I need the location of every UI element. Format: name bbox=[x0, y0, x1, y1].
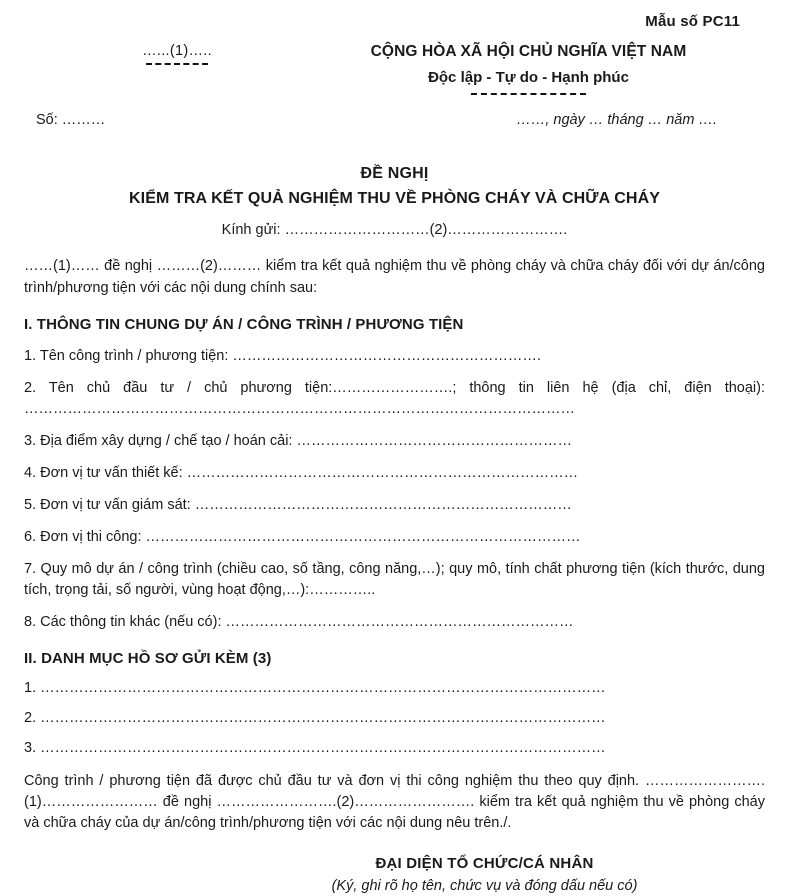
national-heading-block bbox=[324, 42, 765, 95]
section-one-item-8: 8. Các thông tin khác (nếu có): ……………………………………………………………… bbox=[24, 613, 574, 630]
nation-name: CỘNG HÒA XÃ HỘI CHỦ NGHĨA VIỆT NAM bbox=[370, 43, 687, 60]
intro-paragraph: ……(1)…… đề nghị ………(2)……… kiểm tra kết quả nghiệm thu về phòng cháy và chữa cháy đối với dự án/công trình/phương tiện với các nội dung chính sau: bbox=[24, 258, 765, 296]
section-two-item-2: 2. ……………………………………………………………………………………………………… bbox=[24, 710, 606, 727]
closing-paragraph: Công trình / phương tiện đã được chủ đầu tư và đơn vị thi công nghiệm thu theo quy định. …………………….(1)…………………… đề nghị …………………….(2)……………………. kiểm tra kết quả nghiệm thu về phòng cháy và chữa cháy của dự án/công trình/phương tiện với các nội dung nêu trên./. bbox=[24, 773, 765, 832]
section-one-item-2: 2. Tên chủ đầu tư / chủ phương tiện:…………………….; thông tin liên hệ (địa chỉ, điện thoại): …………………………………………………………………………………………………… bbox=[24, 379, 765, 417]
issuing-org-underline bbox=[146, 63, 208, 65]
form-code-row bbox=[24, 0, 765, 34]
section-one-item-3: 3. Địa điểm xây dựng / chế tạo / hoán cải: ………………………………………………… bbox=[24, 432, 572, 449]
motto-underline bbox=[471, 93, 586, 95]
section-one-item-4: 4. Đơn vị tư vấn thiết kế: ……………………………………………………………………… bbox=[24, 464, 579, 481]
section-two-item-1: 1. ……………………………………………………………………………………………………… bbox=[24, 680, 606, 697]
document-date: ……, ngày … tháng … năm …. bbox=[516, 112, 717, 129]
reference-and-date-row bbox=[24, 111, 765, 131]
national-motto: Độc lập - Tự do - Hạnh phúc bbox=[428, 68, 629, 86]
section-one-heading: I. THÔNG TIN CHUNG DỰ ÁN / CÔNG TRÌNH / PHƯƠNG TIỆN bbox=[24, 315, 464, 333]
document-subtitle: KIỂM TRA KẾT QUẢ NGHIỆM THU VỀ PHÒNG CHÁY VÀ CHỮA CHÁY bbox=[129, 190, 660, 208]
signature-note: (Ký, ghi rõ họ tên, chức vụ và đóng dấu nếu có) bbox=[331, 877, 638, 894]
section-one-item-5: 5. Đơn vị tư vấn giám sát: …………………………………………………………………… bbox=[24, 496, 572, 513]
section-one-item-6: 6. Đơn vị thi công: ……………………………………………………………………………… bbox=[24, 528, 581, 545]
signature-title: ĐẠI DIỆN TỔ CHỨC/CÁ NHÂN bbox=[375, 855, 594, 873]
recipient-line: Kính gửi: …………………………(2)……………………. bbox=[221, 221, 568, 238]
form-code: Mẫu số PC11 bbox=[645, 13, 740, 30]
signature-block bbox=[24, 854, 765, 896]
section-one-item-1: 1. Tên công trình / phương tiện: ………………………………………………………. bbox=[24, 347, 541, 364]
section-one-item-7: 7. Quy mô dự án / công trình (chiều cao, số tầng, công năng,…); quy mô, tính chất phương tiện (kích thước, dung tích, trọng tải, số người, vùng hoạt động,…):………….. bbox=[24, 560, 765, 598]
document-title: ĐỀ NGHỊ bbox=[360, 164, 429, 182]
issuing-org-block bbox=[24, 42, 324, 65]
title-block bbox=[24, 163, 765, 241]
section-two-heading: II. DANH MỤC HỒ SƠ GỬI KÈM (3) bbox=[24, 649, 272, 667]
section-two-item-3: 3. ……………………………………………………………………………………………………… bbox=[24, 740, 606, 757]
issuing-org-placeholder: …...(1)….. bbox=[142, 43, 212, 59]
document-number: Số: ……… bbox=[36, 112, 106, 129]
document-header bbox=[24, 42, 765, 95]
